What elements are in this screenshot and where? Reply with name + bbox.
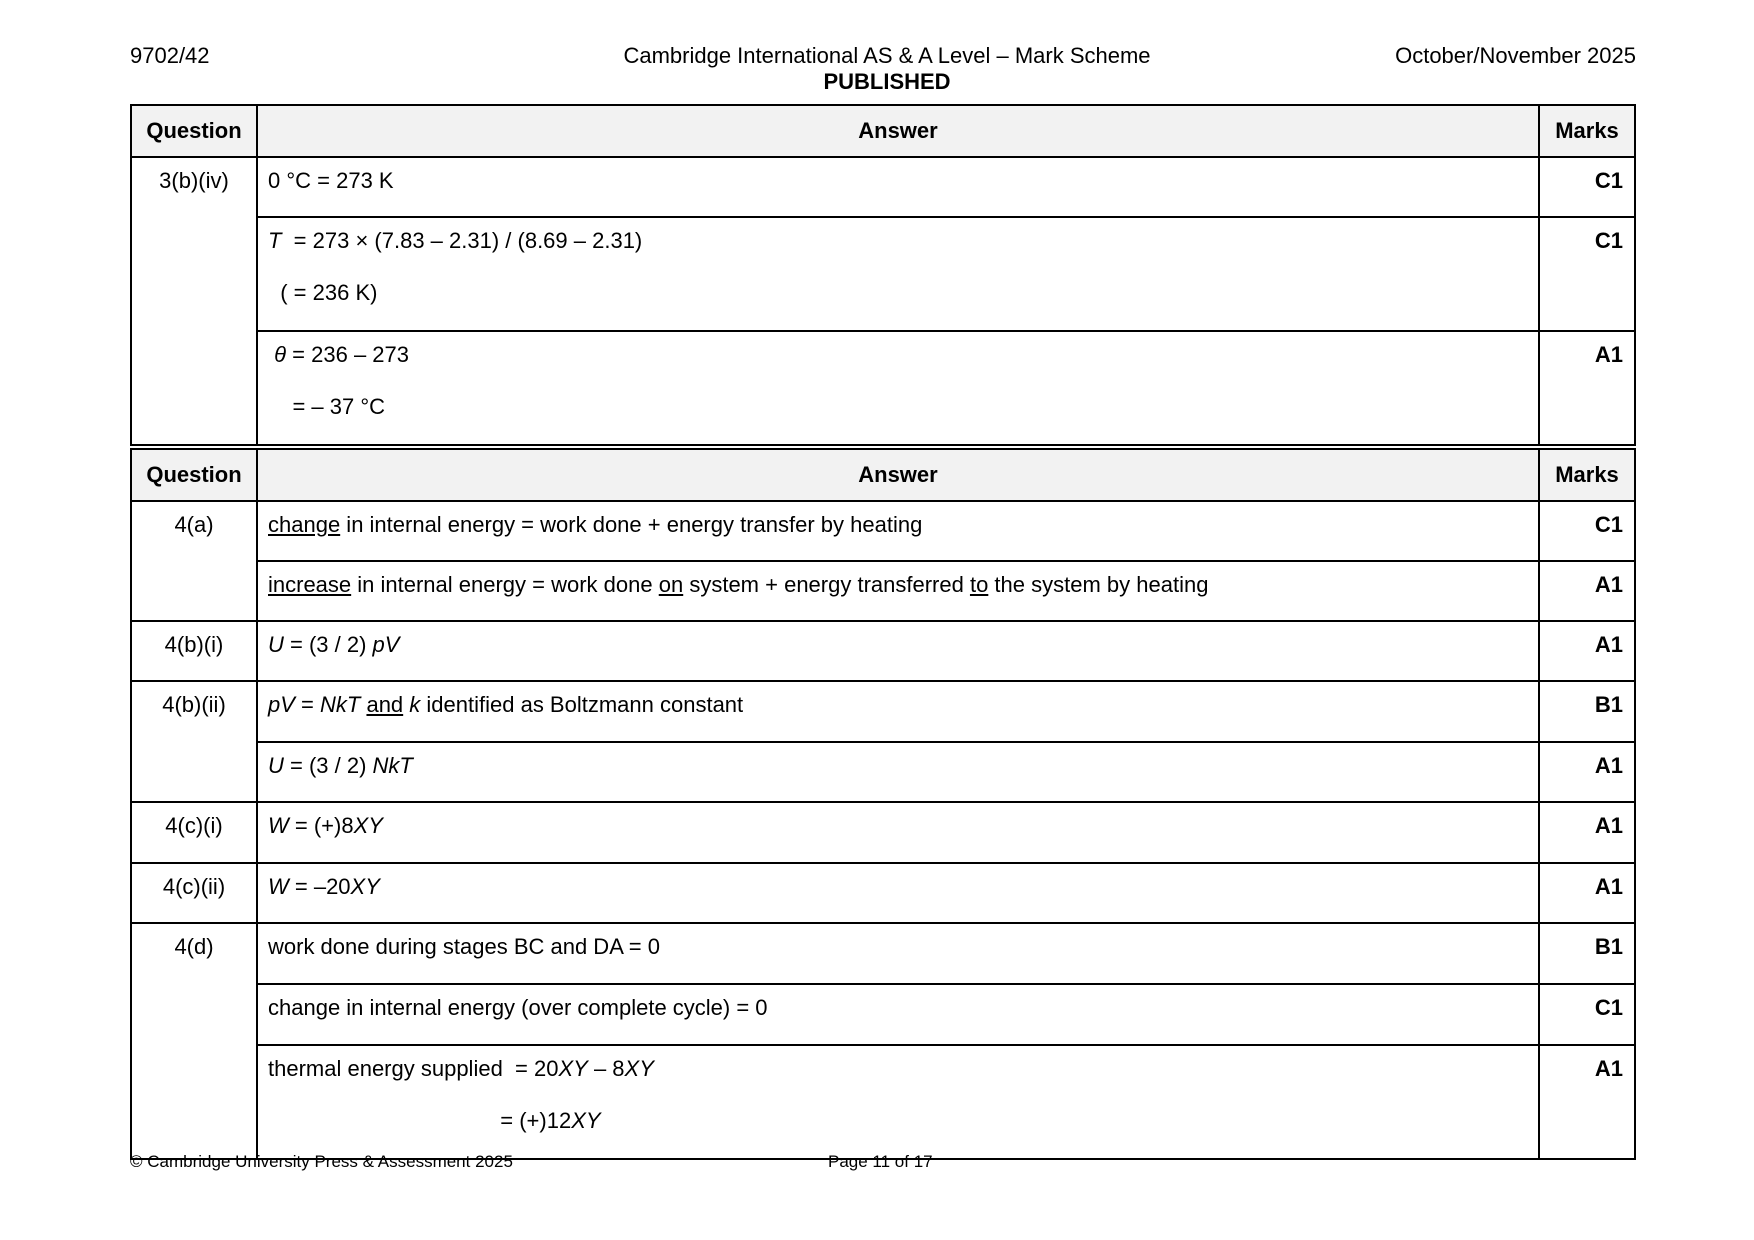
- answer-header: Answer: [257, 449, 1539, 501]
- answer-line: [268, 512, 1528, 538]
- title-text: Cambridge International AS & A Level – Mark Scheme: [623, 43, 1151, 68]
- answer-text: the system by heating: [988, 572, 1209, 597]
- table-row: [131, 217, 1635, 331]
- answer-cell: [257, 742, 1539, 802]
- answer-cell: [257, 501, 1539, 561]
- answer-cell: [257, 681, 1539, 742]
- answer-text: = (+)12: [268, 1108, 572, 1133]
- answer-text: system + energy transferred: [683, 572, 970, 597]
- answer-text: in internal energy = work done: [351, 572, 659, 597]
- variable: XY: [353, 813, 383, 838]
- variable: NkT: [372, 753, 413, 778]
- variable: W: [268, 874, 289, 899]
- table-row: [131, 331, 1635, 445]
- answer-text: = 236 – 273: [286, 342, 410, 367]
- answer-line: [268, 692, 1528, 718]
- table-row: [131, 501, 1635, 561]
- table-row: [131, 984, 1635, 1045]
- question-header: Question: [131, 449, 257, 501]
- answer-line: ( = 236 K): [268, 280, 378, 305]
- paper-code: 9702/42: [130, 43, 210, 68]
- answer-line: [268, 874, 1528, 900]
- answer-line: [268, 342, 1528, 368]
- table-row: [131, 863, 1635, 923]
- answer-cell: [257, 923, 1539, 984]
- question-cell: 4(c)(i): [131, 802, 257, 863]
- mark-cell: C1: [1539, 157, 1635, 217]
- answer-text: 0 °C = 273 K: [268, 168, 394, 193]
- variable: XY: [558, 1056, 588, 1081]
- answer-cell: [257, 1045, 1539, 1159]
- mark-cell: A1: [1539, 802, 1635, 863]
- copyright-notice: © Cambridge University Press & Assessment 2025: [130, 1152, 513, 1171]
- answer-text: = (3 / 2): [283, 753, 373, 778]
- underlined-word: change: [268, 512, 341, 537]
- table-header-row: [131, 449, 1635, 501]
- mark-cell: A1: [1539, 621, 1635, 681]
- variable: XY: [350, 874, 380, 899]
- mark-cell: C1: [1539, 984, 1635, 1045]
- question-header: Question: [131, 105, 257, 157]
- table-row: [131, 742, 1635, 802]
- answer-cell: [257, 621, 1539, 681]
- answer-line: [268, 753, 1528, 779]
- answer-cell: [257, 331, 1539, 445]
- table-header-row: [131, 105, 1635, 157]
- answer-cell: [257, 217, 1539, 331]
- answer-line: [268, 813, 1528, 839]
- mark-cell: A1: [1539, 1045, 1635, 1159]
- answer-text: work done during stages BC and DA = 0: [268, 934, 660, 959]
- table-row: [131, 923, 1635, 984]
- variable: T: [268, 228, 282, 253]
- mark-cell: A1: [1539, 331, 1635, 445]
- page-number: Page 11 of 17: [828, 1152, 933, 1171]
- table-row: [131, 157, 1635, 217]
- question-cell: 4(b)(ii): [131, 681, 257, 802]
- answer-line: [268, 1056, 1528, 1082]
- variable: XY: [624, 1056, 654, 1081]
- table-row: [131, 1045, 1635, 1159]
- variable: XY: [571, 1108, 601, 1133]
- answer-line: [268, 632, 1528, 658]
- exam-session: October/November 2025: [1395, 43, 1636, 68]
- mark-cell: C1: [1539, 501, 1635, 561]
- answer-header: Answer: [257, 105, 1539, 157]
- mark-scheme-table-q4: [130, 448, 1636, 1160]
- answer-cell: [257, 802, 1539, 863]
- answer-line: [268, 572, 1528, 598]
- mark-cell: A1: [1539, 863, 1635, 923]
- answer-line: = – 37 °C: [268, 394, 386, 419]
- marks-header: Marks: [1539, 449, 1635, 501]
- table-row: [131, 681, 1635, 742]
- table-row: [131, 561, 1635, 621]
- published-label: PUBLISHED: [823, 69, 951, 94]
- answer-text: change in internal energy (over complete cycle) = 0: [268, 995, 768, 1020]
- variable: θ: [274, 342, 287, 367]
- variable: U: [268, 632, 284, 657]
- question-cell: 4(c)(ii): [131, 863, 257, 923]
- answer-cell: [257, 561, 1539, 621]
- marks-header: Marks: [1539, 105, 1635, 157]
- mark-cell: B1: [1539, 923, 1635, 984]
- mark-cell: A1: [1539, 561, 1635, 621]
- answer-text: identified as Boltzmann constant: [420, 692, 744, 717]
- answer-text: thermal energy supplied = 20: [268, 1056, 559, 1081]
- question-cell: 4(d): [131, 923, 257, 1159]
- variable: U: [268, 753, 284, 778]
- underlined-word: and: [366, 692, 404, 717]
- underlined-word: on: [658, 572, 684, 597]
- variable: NkT: [320, 692, 361, 717]
- table-row: [131, 621, 1635, 681]
- answer-text: = –20: [288, 874, 351, 899]
- question-cell: 4(a): [131, 501, 257, 621]
- answer-text: = 273 × (7.83 – 2.31) / (8.69 – 2.31): [281, 228, 643, 253]
- answer-text: = (3 / 2): [283, 632, 373, 657]
- variable: pV: [268, 692, 295, 717]
- answer-line: [268, 228, 1528, 254]
- mark-scheme-table-q3: [130, 104, 1636, 446]
- variable: pV: [372, 632, 400, 657]
- answer-cell: [257, 157, 1539, 217]
- variable: k: [409, 692, 421, 717]
- table-row: [131, 802, 1635, 863]
- answer-line: [268, 1108, 1528, 1134]
- answer-text: in internal energy = work done + energy transfer by heating: [340, 512, 923, 537]
- underlined-word: increase: [268, 572, 352, 597]
- question-cell: 3(b)(iv): [131, 157, 257, 445]
- mark-cell: A1: [1539, 742, 1635, 802]
- answer-text: = (+)8: [288, 813, 354, 838]
- answer-text: =: [294, 692, 320, 717]
- variable: W: [268, 813, 289, 838]
- mark-cell: C1: [1539, 217, 1635, 331]
- mark-cell: B1: [1539, 681, 1635, 742]
- answer-cell: [257, 863, 1539, 923]
- question-cell: 4(b)(i): [131, 621, 257, 681]
- underlined-word: to: [969, 572, 989, 597]
- answer-text: – 8: [587, 1056, 625, 1081]
- answer-cell: [257, 984, 1539, 1045]
